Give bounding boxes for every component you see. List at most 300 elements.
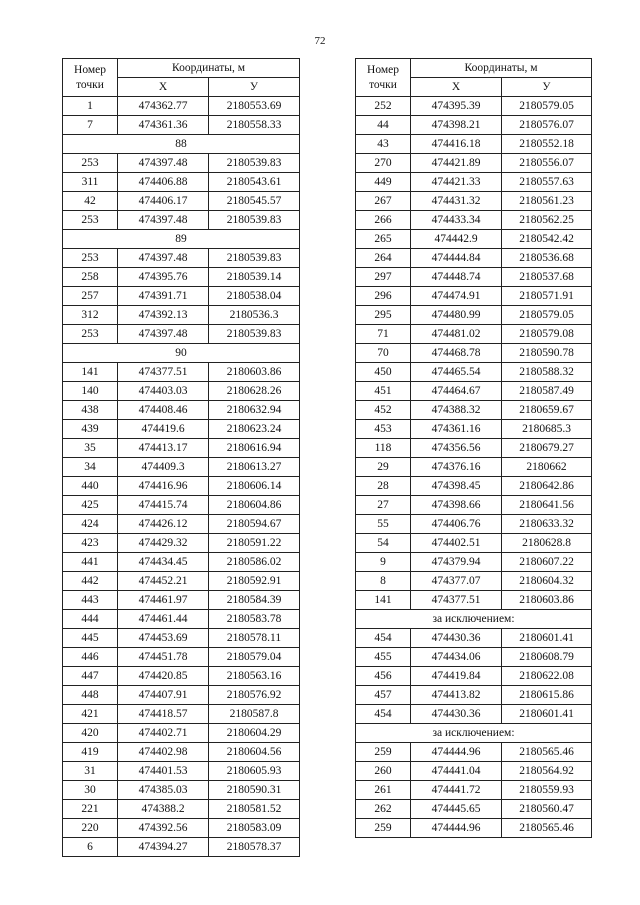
table-body-right	[356, 97, 592, 838]
x-coordinate-cell: 474379.94	[411, 553, 502, 572]
point-number-cell: 261	[356, 781, 411, 800]
y-coordinate-cell: 2180579.05	[502, 306, 592, 325]
x-coordinate-cell: 474444.96	[411, 743, 502, 762]
table-row	[356, 591, 592, 610]
x-coordinate-cell: 474453.69	[118, 629, 209, 648]
point-number-cell: 262	[356, 800, 411, 819]
point-number-cell: 442	[63, 572, 118, 591]
point-number-cell: 421	[63, 705, 118, 724]
point-number-cell: 221	[63, 800, 118, 819]
table-row	[356, 819, 592, 838]
table-row	[356, 629, 592, 648]
table-row	[356, 192, 592, 211]
point-number-cell: 451	[356, 382, 411, 401]
y-coordinate-cell: 2180557.63	[502, 173, 592, 192]
point-number-cell: 424	[63, 515, 118, 534]
table-row	[356, 572, 592, 591]
table-row	[63, 420, 300, 439]
x-coordinate-cell: 474441.04	[411, 762, 502, 781]
point-number-cell: 259	[356, 743, 411, 762]
table-row	[356, 173, 592, 192]
table-row	[356, 667, 592, 686]
table-row	[63, 534, 300, 553]
x-coordinate-cell: 474448.74	[411, 268, 502, 287]
section-row	[63, 344, 300, 363]
x-coordinate-cell: 474406.76	[411, 515, 502, 534]
section-row	[356, 724, 592, 743]
y-coordinate-cell: 2180539.83	[209, 249, 300, 268]
x-coordinate-cell: 474418.57	[118, 705, 209, 724]
y-coordinate-cell: 2180685.3	[502, 420, 592, 439]
y-coordinate-cell: 2180662	[502, 458, 592, 477]
table-body-left	[63, 97, 300, 857]
table-row	[356, 420, 592, 439]
y-coordinate-cell: 2180579.08	[502, 325, 592, 344]
point-number-cell: 253	[63, 249, 118, 268]
table-row	[356, 154, 592, 173]
table-row	[63, 439, 300, 458]
y-coordinate-cell: 2180553.69	[209, 97, 300, 116]
point-number-cell: 266	[356, 211, 411, 230]
x-coordinate-cell: 474392.56	[118, 819, 209, 838]
y-coordinate-cell: 2180603.86	[502, 591, 592, 610]
x-coordinate-cell: 474388.2	[118, 800, 209, 819]
y-coordinate-cell: 2180605.93	[209, 762, 300, 781]
x-coordinate-cell: 474402.98	[118, 743, 209, 762]
y-coordinate-cell: 2180579.05	[502, 97, 592, 116]
x-coordinate-cell: 474377.51	[411, 591, 502, 610]
point-number-cell: 446	[63, 648, 118, 667]
y-coordinate-cell: 2180584.39	[209, 591, 300, 610]
x-coordinate-cell: 474419.6	[118, 420, 209, 439]
y-coordinate-cell: 2180545.57	[209, 192, 300, 211]
table-row	[63, 762, 300, 781]
x-coordinate-cell: 474398.45	[411, 477, 502, 496]
y-coordinate-cell: 2180536.68	[502, 249, 592, 268]
table-row	[63, 515, 300, 534]
table-row	[356, 477, 592, 496]
table-row	[63, 116, 300, 135]
table-row	[63, 572, 300, 591]
point-number-cell: 141	[356, 591, 411, 610]
y-coordinate-cell: 2180613.27	[209, 458, 300, 477]
x-coordinate-cell: 474361.16	[411, 420, 502, 439]
point-number-cell: 44	[356, 116, 411, 135]
table-row	[356, 363, 592, 382]
table-row	[63, 268, 300, 287]
x-coordinate-cell: 474421.33	[411, 173, 502, 192]
point-number-cell: 264	[356, 249, 411, 268]
y-coordinate-cell: 2180559.93	[502, 781, 592, 800]
x-coordinate-cell: 474419.84	[411, 667, 502, 686]
section-label: за исключением:	[356, 724, 592, 743]
table-row	[356, 401, 592, 420]
table-row	[63, 629, 300, 648]
page-number: 72	[314, 35, 326, 47]
y-coordinate-cell: 2180659.67	[502, 401, 592, 420]
point-number-cell: 54	[356, 534, 411, 553]
y-coordinate-cell: 2180604.56	[209, 743, 300, 762]
table-row	[63, 648, 300, 667]
point-number-cell: 6	[63, 838, 118, 857]
point-number-cell: 141	[63, 363, 118, 382]
x-coordinate-cell: 474394.27	[118, 838, 209, 857]
table-header	[356, 59, 592, 97]
table-row	[356, 781, 592, 800]
point-number-cell: 253	[63, 154, 118, 173]
x-coordinate-cell: 474445.65	[411, 800, 502, 819]
table-row	[63, 724, 300, 743]
y-coordinate-cell: 2180576.92	[209, 686, 300, 705]
x-coordinate-cell: 474385.03	[118, 781, 209, 800]
table-row	[356, 439, 592, 458]
section-row	[63, 230, 300, 249]
y-coordinate-cell: 2180606.14	[209, 477, 300, 496]
y-coordinate-cell: 2180590.78	[502, 344, 592, 363]
x-coordinate-cell: 474388.32	[411, 401, 502, 420]
x-coordinate-cell: 474356.56	[411, 439, 502, 458]
x-coordinate-cell: 474426.12	[118, 515, 209, 534]
x-coordinate-cell: 474413.82	[411, 686, 502, 705]
y-coordinate-cell: 2180603.86	[209, 363, 300, 382]
point-number-cell: 454	[356, 629, 411, 648]
point-number-cell: 445	[63, 629, 118, 648]
x-coordinate-cell: 474452.21	[118, 572, 209, 591]
point-number-cell: 454	[356, 705, 411, 724]
table-row	[63, 192, 300, 211]
y-coordinate-cell: 2180628.8	[502, 534, 592, 553]
table-row	[63, 287, 300, 306]
point-number-cell: 448	[63, 686, 118, 705]
x-coordinate-cell: 474416.18	[411, 135, 502, 154]
point-number-cell: 296	[356, 287, 411, 306]
y-coordinate-cell: 2180622.08	[502, 667, 592, 686]
point-number-cell: 7	[63, 116, 118, 135]
table-row	[356, 268, 592, 287]
y-coordinate-cell: 2180604.32	[502, 572, 592, 591]
y-coordinate-cell: 2180588.32	[502, 363, 592, 382]
point-number-cell: 1	[63, 97, 118, 116]
table-row	[63, 591, 300, 610]
point-number-cell: 28	[356, 477, 411, 496]
point-number-cell: 71	[356, 325, 411, 344]
x-coordinate-cell: 474413.17	[118, 439, 209, 458]
point-number-cell: 420	[63, 724, 118, 743]
coordinates-table-right	[355, 58, 592, 838]
point-number-cell: 140	[63, 382, 118, 401]
table-row	[63, 667, 300, 686]
table-row	[63, 705, 300, 724]
y-coordinate-cell: 2180563.16	[209, 667, 300, 686]
x-coordinate-cell: 474392.13	[118, 306, 209, 325]
x-coordinate-cell: 474465.54	[411, 363, 502, 382]
y-coordinate-cell: 2180604.29	[209, 724, 300, 743]
y-coordinate-cell: 2180543.61	[209, 173, 300, 192]
x-coordinate-cell: 474481.02	[411, 325, 502, 344]
point-number-cell: 444	[63, 610, 118, 629]
point-number-cell: 9	[356, 553, 411, 572]
x-coordinate-cell: 474464.67	[411, 382, 502, 401]
point-number-cell: 259	[356, 819, 411, 838]
table-row	[356, 743, 592, 762]
x-coordinate-cell: 474430.36	[411, 629, 502, 648]
point-number-cell: 267	[356, 192, 411, 211]
point-number-cell: 297	[356, 268, 411, 287]
x-coordinate-cell: 474398.66	[411, 496, 502, 515]
point-number-cell: 455	[356, 648, 411, 667]
point-number-cell: 35	[63, 439, 118, 458]
point-number-cell: 260	[356, 762, 411, 781]
point-number-cell: 257	[63, 287, 118, 306]
table-header	[63, 59, 300, 97]
header-x: X	[411, 78, 502, 97]
y-coordinate-cell: 2180539.83	[209, 154, 300, 173]
y-coordinate-cell: 2180539.83	[209, 325, 300, 344]
x-coordinate-cell: 474409.3	[118, 458, 209, 477]
point-number-cell: 423	[63, 534, 118, 553]
y-coordinate-cell: 2180642.86	[502, 477, 592, 496]
x-coordinate-cell: 474362.77	[118, 97, 209, 116]
table-row	[63, 686, 300, 705]
x-coordinate-cell: 474431.32	[411, 192, 502, 211]
point-number-cell: 220	[63, 819, 118, 838]
y-coordinate-cell: 2180632.94	[209, 401, 300, 420]
x-coordinate-cell: 474408.46	[118, 401, 209, 420]
point-number-cell: 456	[356, 667, 411, 686]
table-row	[63, 325, 300, 344]
table-row	[356, 230, 592, 249]
y-coordinate-cell: 2180537.68	[502, 268, 592, 287]
y-coordinate-cell: 2180601.41	[502, 705, 592, 724]
point-number-cell: 30	[63, 781, 118, 800]
x-coordinate-cell: 474406.17	[118, 192, 209, 211]
x-coordinate-cell: 474468.78	[411, 344, 502, 363]
x-coordinate-cell: 474434.45	[118, 553, 209, 572]
table-row	[63, 800, 300, 819]
x-coordinate-cell: 474395.39	[411, 97, 502, 116]
y-coordinate-cell: 2180608.79	[502, 648, 592, 667]
y-coordinate-cell: 2180560.47	[502, 800, 592, 819]
x-coordinate-cell: 474461.44	[118, 610, 209, 629]
y-coordinate-cell: 2180542.42	[502, 230, 592, 249]
header-point-number: Номер точки	[356, 59, 411, 97]
section-label: 89	[63, 230, 300, 249]
table-row	[63, 249, 300, 268]
y-coordinate-cell: 2180562.25	[502, 211, 592, 230]
table-row	[356, 249, 592, 268]
y-coordinate-cell: 2180587.49	[502, 382, 592, 401]
point-number-cell: 258	[63, 268, 118, 287]
table-row	[356, 97, 592, 116]
x-coordinate-cell: 474407.91	[118, 686, 209, 705]
point-number-cell: 452	[356, 401, 411, 420]
table-row	[63, 97, 300, 116]
table-row	[63, 363, 300, 382]
y-coordinate-cell: 2180579.04	[209, 648, 300, 667]
y-coordinate-cell: 2180536.3	[209, 306, 300, 325]
y-coordinate-cell: 2180583.78	[209, 610, 300, 629]
y-coordinate-cell: 2180586.02	[209, 553, 300, 572]
table-row	[63, 154, 300, 173]
header-point-number: Номер точки	[63, 59, 118, 97]
section-row	[63, 135, 300, 154]
table-row	[356, 686, 592, 705]
point-number-cell: 295	[356, 306, 411, 325]
table-row	[356, 762, 592, 781]
x-coordinate-cell: 474406.88	[118, 173, 209, 192]
point-number-cell: 443	[63, 591, 118, 610]
header-y: У	[502, 78, 592, 97]
y-coordinate-cell: 2180616.94	[209, 439, 300, 458]
point-number-cell: 27	[356, 496, 411, 515]
x-coordinate-cell: 474441.72	[411, 781, 502, 800]
x-coordinate-cell: 474402.51	[411, 534, 502, 553]
point-number-cell: 449	[356, 173, 411, 192]
y-coordinate-cell: 2180558.33	[209, 116, 300, 135]
x-coordinate-cell: 474395.76	[118, 268, 209, 287]
point-number-cell: 252	[356, 97, 411, 116]
point-number-cell: 270	[356, 154, 411, 173]
x-coordinate-cell: 474397.48	[118, 211, 209, 230]
y-coordinate-cell: 2180561.23	[502, 192, 592, 211]
x-coordinate-cell: 474442.9	[411, 230, 502, 249]
point-number-cell: 425	[63, 496, 118, 515]
table-row	[356, 648, 592, 667]
point-number-cell: 70	[356, 344, 411, 363]
x-coordinate-cell: 474377.51	[118, 363, 209, 382]
y-coordinate-cell: 2180538.04	[209, 287, 300, 306]
x-coordinate-cell: 474480.99	[411, 306, 502, 325]
header-coordinates: Координаты, м	[118, 59, 300, 78]
table-row	[63, 382, 300, 401]
header-coordinates: Координаты, м	[411, 59, 592, 78]
x-coordinate-cell: 474434.06	[411, 648, 502, 667]
header-x: X	[118, 78, 209, 97]
point-number-cell: 55	[356, 515, 411, 534]
table-row	[356, 496, 592, 515]
table-row	[356, 344, 592, 363]
x-coordinate-cell: 474416.96	[118, 477, 209, 496]
point-number-cell: 453	[356, 420, 411, 439]
table-row	[63, 496, 300, 515]
x-coordinate-cell: 474430.36	[411, 705, 502, 724]
y-coordinate-cell: 2180601.41	[502, 629, 592, 648]
x-coordinate-cell: 474401.53	[118, 762, 209, 781]
x-coordinate-cell: 474376.16	[411, 458, 502, 477]
x-coordinate-cell: 474433.34	[411, 211, 502, 230]
y-coordinate-cell: 2180590.31	[209, 781, 300, 800]
point-number-cell: 311	[63, 173, 118, 192]
y-coordinate-cell: 2180578.11	[209, 629, 300, 648]
section-label: 88	[63, 135, 300, 154]
y-coordinate-cell: 2180592.91	[209, 572, 300, 591]
table-row	[356, 534, 592, 553]
point-number-cell: 34	[63, 458, 118, 477]
point-number-cell: 43	[356, 135, 411, 154]
table-row	[356, 800, 592, 819]
table-row	[63, 838, 300, 857]
x-coordinate-cell: 474377.07	[411, 572, 502, 591]
y-coordinate-cell: 2180565.46	[502, 743, 592, 762]
table-row	[63, 819, 300, 838]
table-row	[63, 610, 300, 629]
x-coordinate-cell: 474451.78	[118, 648, 209, 667]
y-coordinate-cell: 2180556.07	[502, 154, 592, 173]
point-number-cell: 118	[356, 439, 411, 458]
table-row	[63, 743, 300, 762]
point-number-cell: 31	[63, 762, 118, 781]
y-coordinate-cell: 2180641.56	[502, 496, 592, 515]
table-row	[356, 515, 592, 534]
y-coordinate-cell: 2180607.22	[502, 553, 592, 572]
y-coordinate-cell: 2180623.24	[209, 420, 300, 439]
y-coordinate-cell: 2180564.92	[502, 762, 592, 781]
y-coordinate-cell: 2180565.46	[502, 819, 592, 838]
y-coordinate-cell: 2180615.86	[502, 686, 592, 705]
y-coordinate-cell: 2180578.37	[209, 838, 300, 857]
section-row	[356, 610, 592, 629]
point-number-cell: 265	[356, 230, 411, 249]
y-coordinate-cell: 2180583.09	[209, 819, 300, 838]
point-number-cell: 440	[63, 477, 118, 496]
table-row	[356, 325, 592, 344]
section-label: 90	[63, 344, 300, 363]
coordinates-table-left	[62, 58, 300, 857]
table-row	[356, 116, 592, 135]
table-row	[356, 553, 592, 572]
y-coordinate-cell: 2180581.52	[209, 800, 300, 819]
table-row	[356, 287, 592, 306]
table-row	[63, 458, 300, 477]
point-number-cell: 42	[63, 192, 118, 211]
x-coordinate-cell: 474402.71	[118, 724, 209, 743]
x-coordinate-cell: 474415.74	[118, 496, 209, 515]
section-label: за исключением:	[356, 610, 592, 629]
x-coordinate-cell: 474420.85	[118, 667, 209, 686]
point-number-cell: 8	[356, 572, 411, 591]
table-row	[356, 382, 592, 401]
table-row	[356, 211, 592, 230]
x-coordinate-cell: 474403.03	[118, 382, 209, 401]
x-coordinate-cell: 474461.97	[118, 591, 209, 610]
point-number-cell: 438	[63, 401, 118, 420]
x-coordinate-cell: 474474.91	[411, 287, 502, 306]
y-coordinate-cell: 2180571.91	[502, 287, 592, 306]
point-number-cell: 253	[63, 211, 118, 230]
table-row	[63, 211, 300, 230]
y-coordinate-cell: 2180594.67	[209, 515, 300, 534]
point-number-cell: 312	[63, 306, 118, 325]
table-row	[356, 135, 592, 154]
y-coordinate-cell: 2180591.22	[209, 534, 300, 553]
x-coordinate-cell: 474397.48	[118, 154, 209, 173]
table-row	[63, 477, 300, 496]
table-row	[356, 458, 592, 477]
table-row	[356, 306, 592, 325]
point-number-cell: 447	[63, 667, 118, 686]
point-number-cell: 457	[356, 686, 411, 705]
y-coordinate-cell: 2180576.07	[502, 116, 592, 135]
point-number-cell: 441	[63, 553, 118, 572]
x-coordinate-cell: 474398.21	[411, 116, 502, 135]
point-number-cell: 29	[356, 458, 411, 477]
y-coordinate-cell: 2180679.27	[502, 439, 592, 458]
point-number-cell: 419	[63, 743, 118, 762]
point-number-cell: 439	[63, 420, 118, 439]
y-coordinate-cell: 2180539.83	[209, 211, 300, 230]
y-coordinate-cell: 2180628.26	[209, 382, 300, 401]
table-row	[63, 173, 300, 192]
